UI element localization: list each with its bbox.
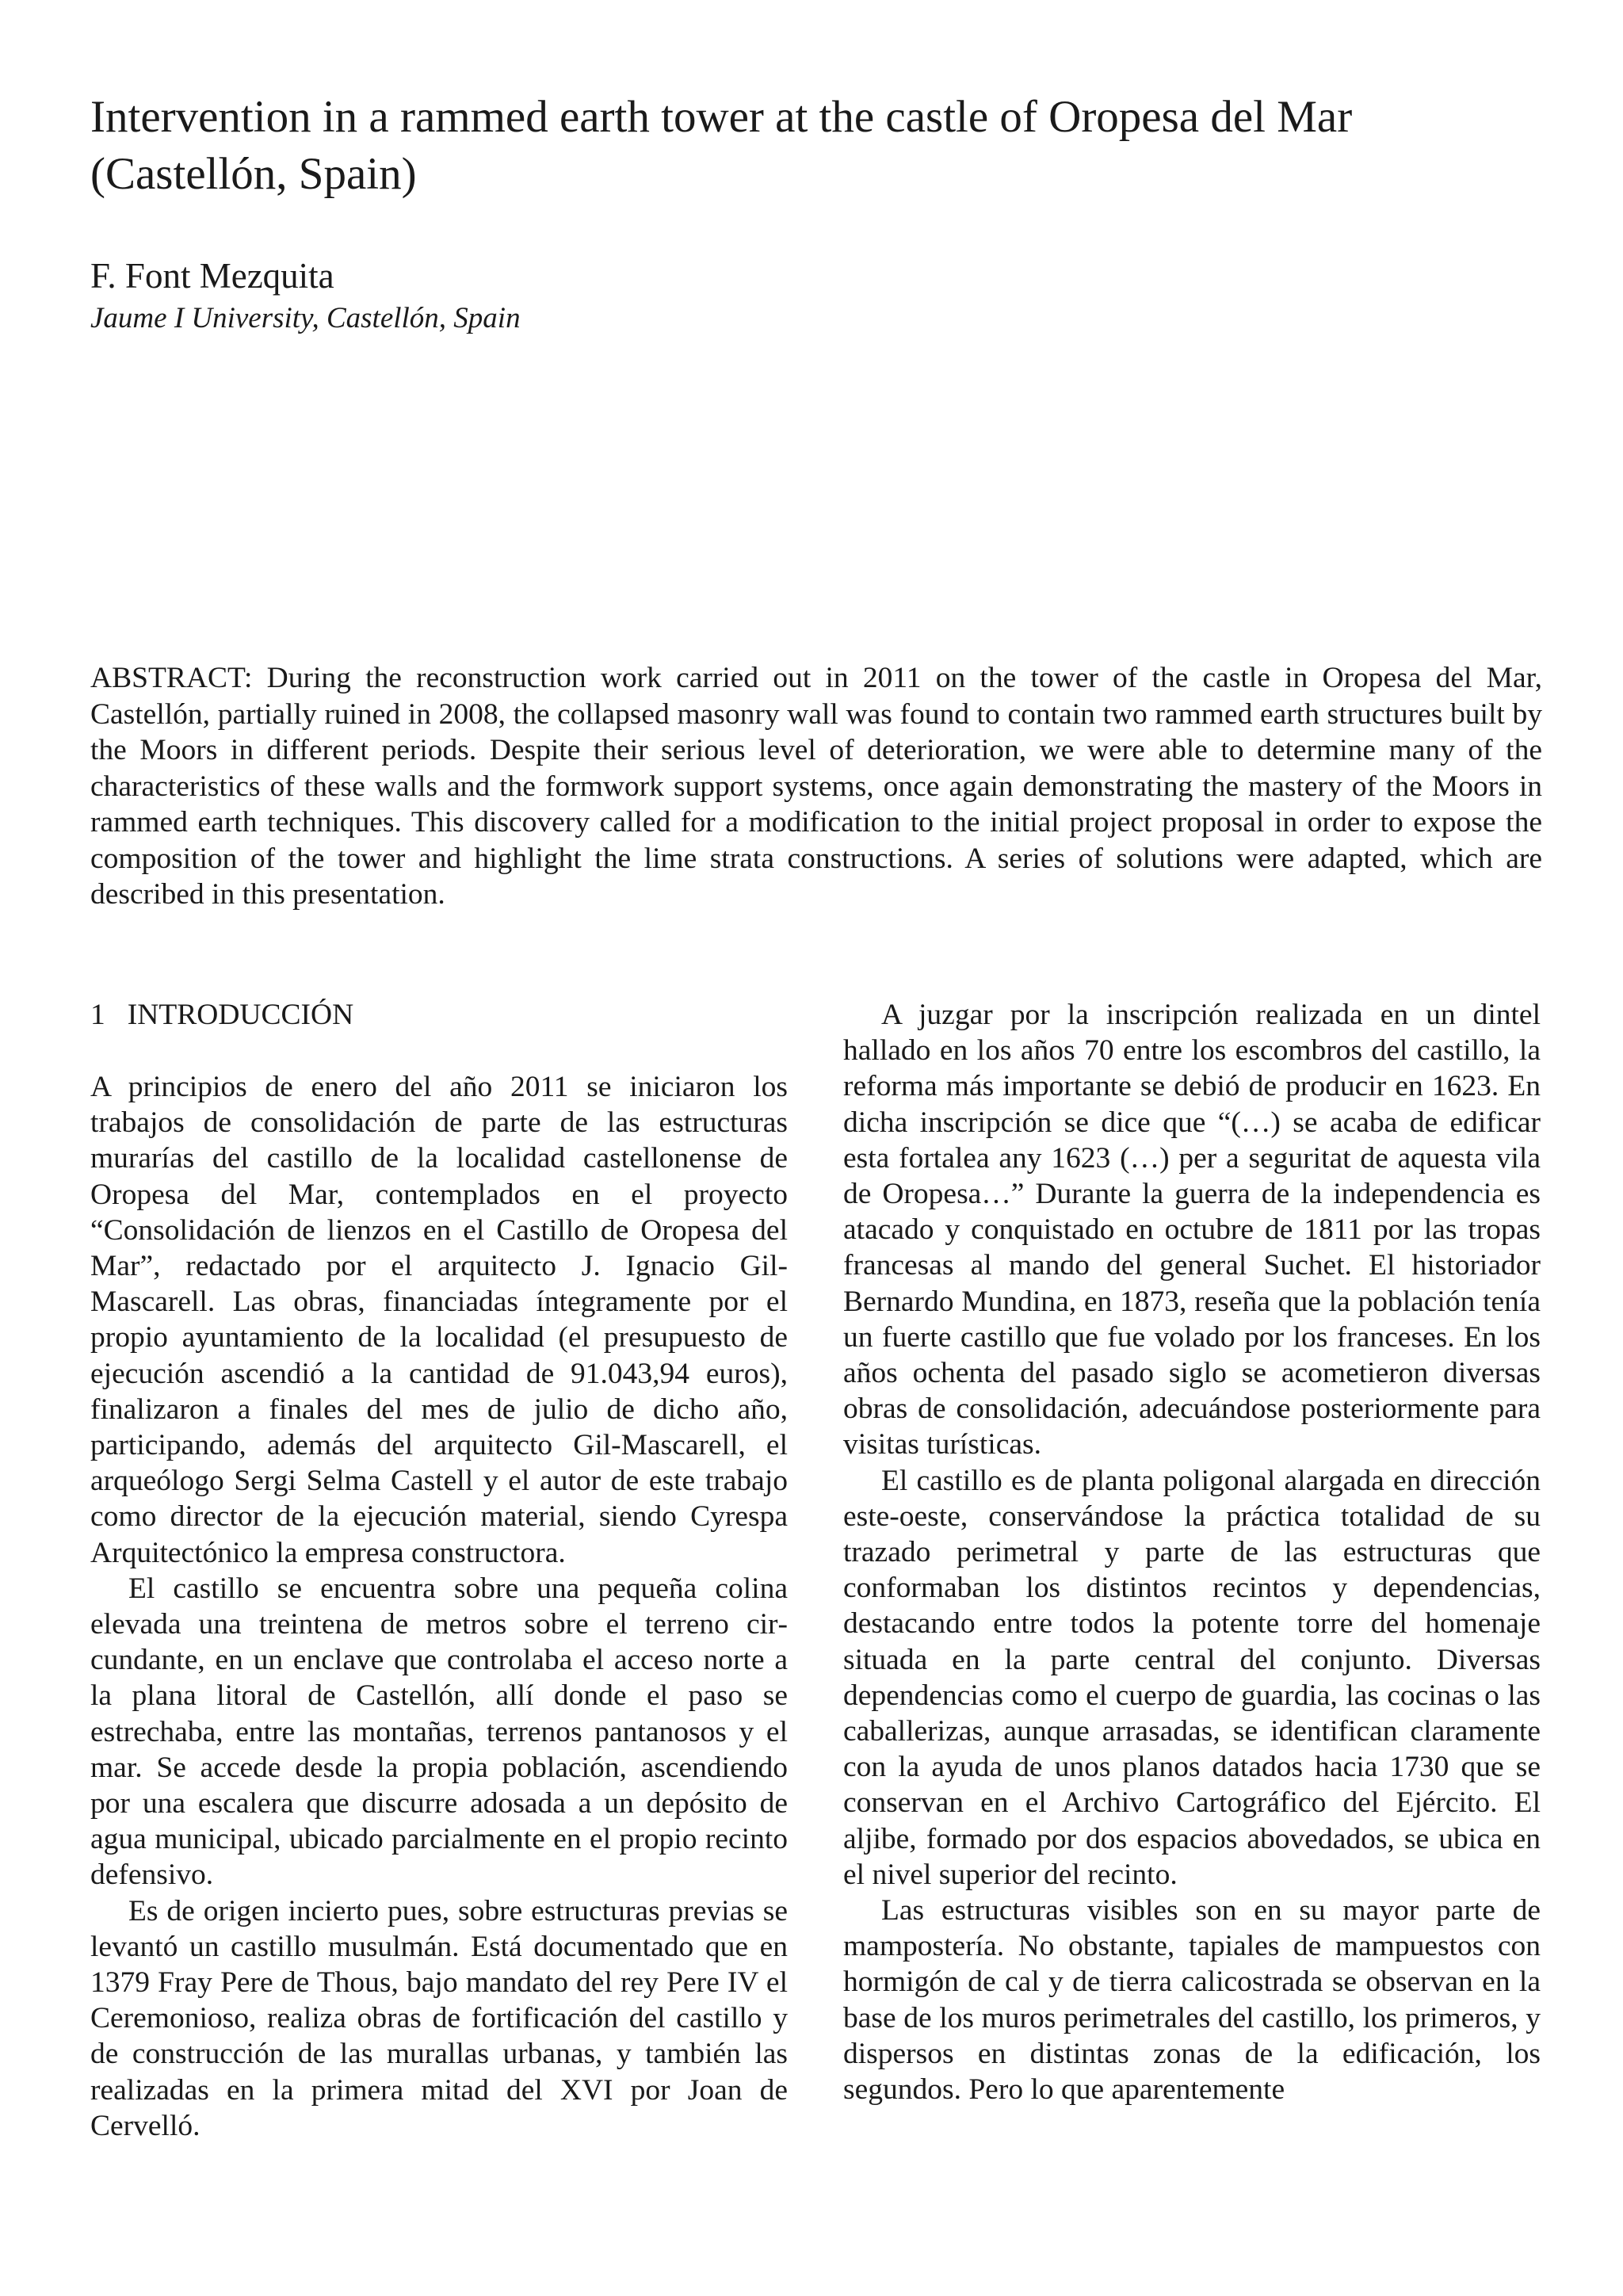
body-paragraph: Es de origen incierto pues, sobre estructuras previas se levantó un castillo musulmán. Está documentado que en 1379 Fray Pere de Thous, bajo mandato del rey Pere IV el Ceremonioso, realiza obras de fortificación del castillo y de construcción de las murallas urbanas, y también las realizadas en la primera mitad del XVI por Joan de Cervelló.: [90, 1894, 788, 2142]
right-column: [843, 997, 1541, 2107]
left-column: [90, 997, 788, 2144]
body-paragraph: Las estructuras visibles son en su mayor parte de mampostería. No obstante, tapiales de mampuestos con hormigón de cal y de tierra calicostrada se observan en la base de los muros perimetrales del castillo, los primeros, y dispersos en distintas zonas de la edificación, los segundos. Pero lo que aparentemente: [843, 1894, 1541, 2107]
body-paragraph: El castillo se encuentra sobre una pequeña colina elevada una treintena de metros sobre el terreno circundante, en un enclave que controlaba el acceso norte a la plana litoral de Castellón, allí donde el paso se estrechaba, entre las montañas, terrenos pantanosos y el mar. Se accede desde la propia población, ascendiendo por una escalera que discurre adosada a un depósito de agua municipal, ubicado parcialmente en el propio recinto defensivo.: [90, 1572, 788, 1892]
paper-title: Intervention in a rammed earth tower at the castle of Oropesa del Mar (Castellón, Spain): [90, 92, 1353, 199]
section-title: INTRODUCCIÓN: [127, 999, 354, 1031]
author-affiliation: Jaume I University, Castellón, Spain: [90, 302, 521, 334]
section-number: 1: [90, 999, 105, 1031]
body-paragraph: A principios de enero del año 2011 se iniciaron los trabajos de consolidación de parte de las estructuras murarías del castillo de la localidad castellonense de Oropesa del Mar, contemplados en el proyecto “Consolidación de lienzos en el Castillo de Oropesa del Mar”, redactado por el arquitecto J. Ignacio Gil-Mascarell. Las obras, financiadas íntegramente por el propio ayuntamiento de la localidad (el presupuesto de ejecución ascendió a la cantidad de 91.043,94 euros), finalizaron a finales del mes de julio de dicho año, participando, además del arquitecto Gil-Mascarell, el arqueólogo Sergi Selma Castell y el autor de este trabajo como director de la ejecución material, siendo Cyrespa Arquitectónico la empresa constructora.: [90, 1071, 788, 1569]
abstract: ABSTRACT: During the reconstruction work carried out in 2011 on the tower of the castle in Oropesa del Mar, Castellón, partially ruined in 2008, the collapsed masonry wall was found to contain two rammed earth structures built by the Moors in different periods. Despite their serious level of deterioration, we were able to determine many of the characteristics of these walls and the formwork support systems, once again demonstrating the mastery of the Moors in rammed earth techniques. This discovery called for a modification to the initial project proposal in order to expose the composition of the tower and highlight the lime strata constructions. A series of solutions were adapted, which are described in this presentation.: [90, 662, 1542, 911]
section-heading: [90, 997, 788, 1033]
author-name: F. Font Mezquita: [90, 256, 334, 296]
body-paragraph: El castillo es de planta poligonal alargada en dirección este-oeste, conservándose la práctica totalidad de su trazado perimetral y parte de las estructuras que conformaban los distintos recintos y dependencias, destacando entre todos la potente torre del homenaje situada en la parte central del conjunto. Diversas dependencias como el cuerpo de guardia, las cocinas o las caballerizas, aunque arrasadas, se identifican claramente con la ayuda de unos planos datados hacia 1730 que se conservan en el Archivo Cartográfico del Ejército. El aljibe, formado por dos espacios abovedados, se ubica en el nivel superior del recinto.: [843, 1464, 1541, 1891]
body-paragraph: A juzgar por la inscripción realizada en un dintel hallado en los años 70 entre los escombros del castillo, la reforma más importante se debió de producir en 1623. En dicha inscripción se dice que “(…) se acaba de edificar esta fortalea any 1623 (…) per a seguritat de aquesta vila de Oropesa…” Durante la guerra de la independencia es atacado y conquistado en octubre de 1811 por las tropas francesas al mando del general Suchet. El historiador Bernardo Mundina, en 1873, reseña que la población tenía un fuerte castillo que fue volado por los franceses. En los años ochenta del pasado siglo se acometieron diversas obras de consolidación, adecuándose posteriormente para visitas turísticas.: [843, 999, 1541, 1461]
